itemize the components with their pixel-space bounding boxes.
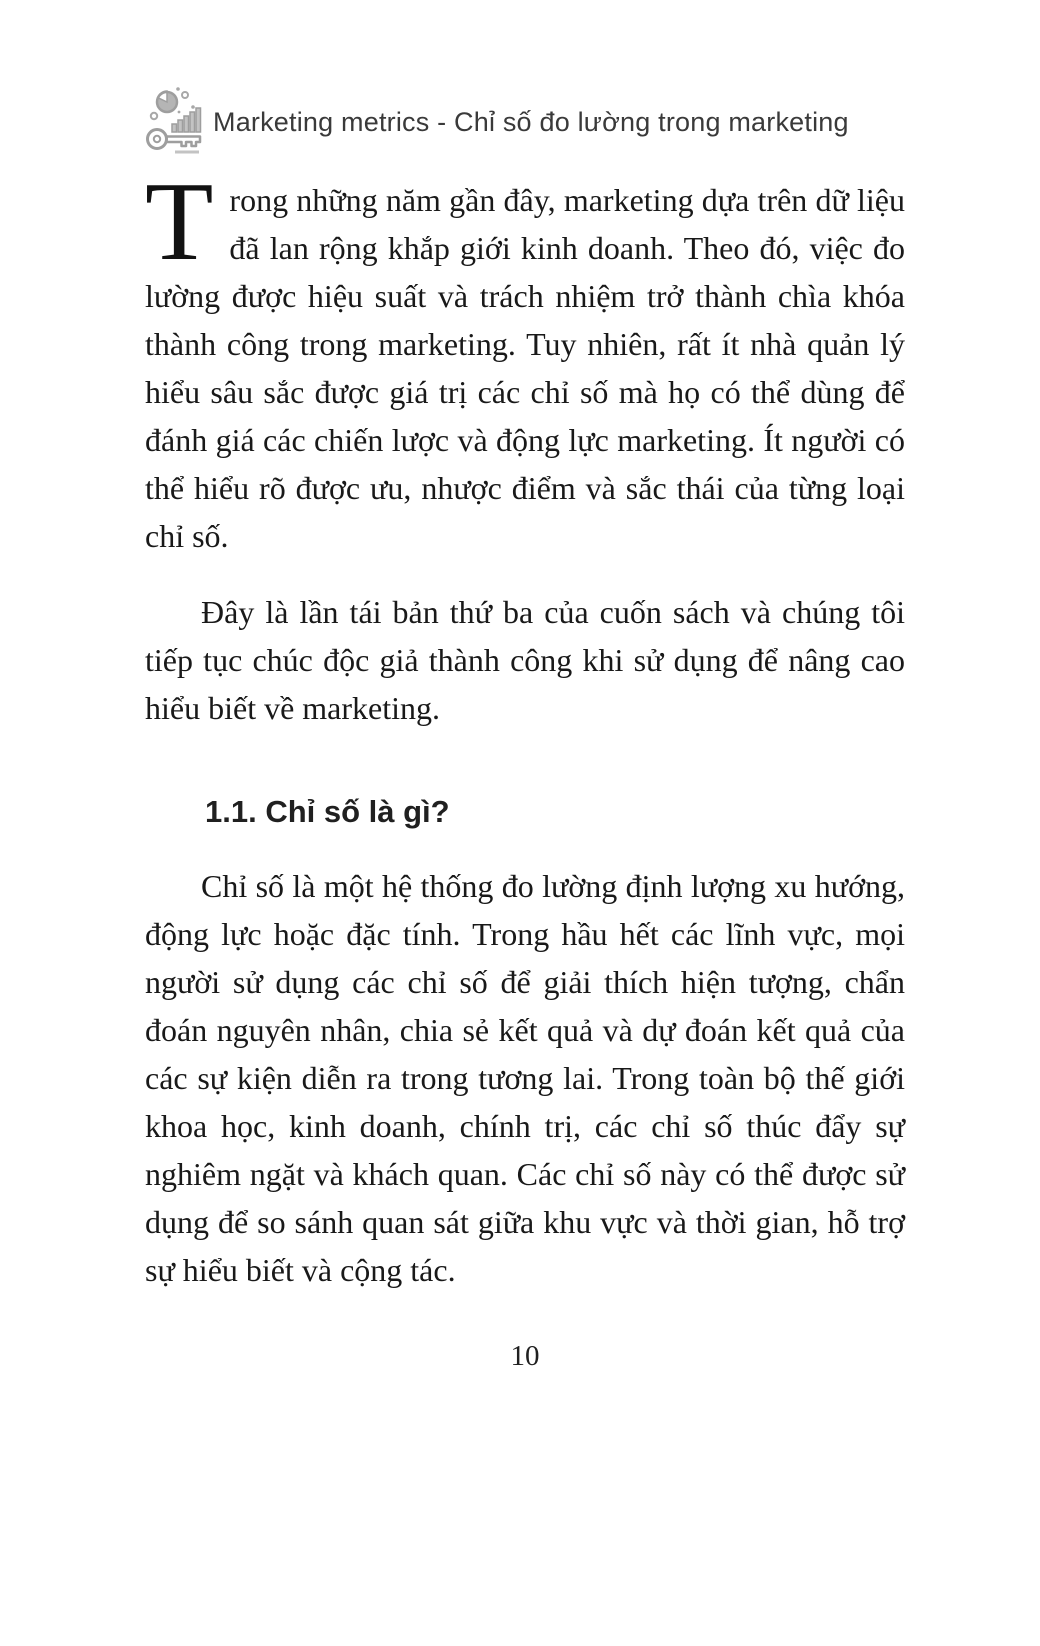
key-metrics-icon xyxy=(145,86,203,158)
header-title: Marketing metrics - Chỉ số đo lường trong marketing xyxy=(213,106,849,137)
page-number: 10 xyxy=(510,1340,540,1372)
paragraph-2: Đây là lần tái bản thứ ba của cuốn sách và chúng tôi tiếp tục chúc độc giả thành công khi sử dụng để nâng cao hiểu biết về marketing. xyxy=(145,594,905,726)
paragraph-1-text: rong những năm gần đây, marketing dựa trên dữ liệu đã lan rộng khắp giới kinh doanh. Theo đó, việc đo lường được hiệu suất và trách nhiệm trở thành chìa khóa thành công trong marketing. Tuy nhiên, rất ít nhà quản lý hiểu sâu sắc được giá trị các chỉ số mà họ có thể dùng để đánh giá các chiến lược và động lực marketing. Ít người có thể hiểu rõ được ưu, nhược điểm và sắc thái của từng loại chỉ số. xyxy=(145,182,905,554)
paragraph-3: Chỉ số là một hệ thống đo lường định lượng xu hướng, động lực hoặc đặc tính. Trong hầu hết các lĩnh vực, mọi người sử dụng các chỉ số để giải thích hiện tượng, chẩn đoán nguyên nhân, chia sẻ kết quả và dự đoán kết quả của các sự kiện diễn ra trong tương lai. Trong toàn bộ thế giới khoa học, kinh doanh, chính trị, các chỉ số thúc đẩy sự nghiêm ngặt và khách quan. Các chỉ số này có thể được sử dụng để so sánh quan sát giữa khu vực và thời gian, hỗ trợ sự hiểu biết và cộng tác. xyxy=(145,868,905,1288)
running-header xyxy=(145,86,905,158)
paragraph-1 xyxy=(145,160,905,560)
drop-cap: T xyxy=(145,160,214,284)
section-heading: 1.1. Chỉ số là gì? xyxy=(205,794,450,829)
page-body xyxy=(145,160,905,1294)
